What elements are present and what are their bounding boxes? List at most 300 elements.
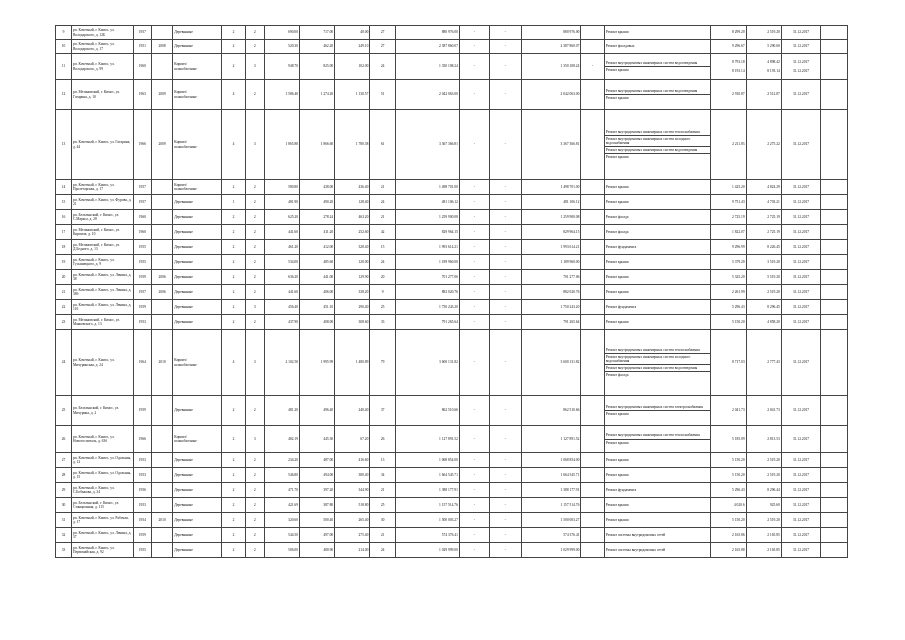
cell-year: 1966 <box>133 110 151 180</box>
cell-n: 24 <box>370 255 396 270</box>
cell-n: 61 <box>370 110 396 180</box>
cell-f1: 2 <box>222 543 245 558</box>
cell-date: 31.12.2017 <box>781 285 820 300</box>
cell-works <box>604 285 711 300</box>
cell-f2: 2 <box>245 285 264 300</box>
cell-a3: 265.40 <box>335 513 370 528</box>
cell-f2: 2 <box>245 255 264 270</box>
cell-addr: рп. Кочетный, г. Кимос, ул. Володарского, д. 12Б <box>71 26 133 40</box>
cell-cost: 4 703.21 <box>746 195 781 210</box>
cell-addr: рп. Кочетный, г. Кимос, ул. Гусьинецкого, д. 9 <box>71 255 133 270</box>
cell-f1: 2 <box>222 270 245 285</box>
work-item: Ремонт внутридомовых инженерных систем холодного водоснабжения <box>605 136 711 147</box>
cell-year2 <box>151 300 172 315</box>
register-body <box>56 26 848 558</box>
cell-sum1: 862 510.66 <box>395 396 459 426</box>
cell-sum1: 481 106.12 <box>395 195 459 210</box>
cell-d1: - <box>459 180 489 195</box>
cell-sum1: 1 350 108.24 <box>395 54 459 80</box>
cell-spec: 1 425.20 <box>711 180 746 195</box>
table-row <box>56 330 848 396</box>
cell-d1: - <box>459 225 489 240</box>
cell-num: 25 <box>56 396 72 426</box>
cell-a2: 397.20 <box>300 483 335 498</box>
cell-f2: 3 <box>245 300 264 315</box>
cell-sum1: 1 500 003.27 <box>395 513 459 528</box>
cell-cost: 4 898.42 8 193.14 <box>746 54 781 80</box>
cell-sum1: 574 376.41 <box>395 528 459 543</box>
cell-a3: 102.00 <box>335 54 370 80</box>
cell-a1: 625.20 <box>264 210 299 225</box>
cell-year: 1960 <box>133 225 151 240</box>
cell-a3: 416.60 <box>335 453 370 468</box>
cell-year2 <box>151 396 172 426</box>
cell-a2: 411.20 <box>300 225 335 240</box>
cell-cost: 925.60 <box>746 498 781 513</box>
cell-year2 <box>151 498 172 513</box>
cell-date: 31.12.2017 <box>781 40 820 54</box>
cell-mat: Деревянные <box>173 195 222 210</box>
work-item: Ремонт крыши <box>605 517 629 522</box>
cell-spec: 8 793.18 8 193.14 <box>711 54 746 80</box>
cell-sum1: 3 600 131.82 <box>395 330 459 396</box>
cell-addr: рп. Кочетный, г. Кимос, ул. С.Бобыкова, д. 34 <box>71 483 133 498</box>
cell-cost: 2 041.73 <box>746 396 781 426</box>
cell-a1: 234.20 <box>264 453 299 468</box>
cell-num: 9 <box>56 26 72 40</box>
cell-d2: - <box>489 225 521 240</box>
cell-f2: 2 <box>245 270 264 285</box>
cell-works <box>604 543 711 558</box>
cell-d3 <box>581 483 604 498</box>
cell-d2: - <box>489 483 521 498</box>
cell-cost: 2 519.20 <box>746 513 781 528</box>
cell-year2 <box>151 315 172 330</box>
table-row <box>56 240 848 255</box>
cell-sum1: 1 157 514.76 <box>395 498 459 513</box>
cell-a1: 544.50 <box>264 528 299 543</box>
cell-sum1: 1 068 854.00 <box>395 453 459 468</box>
cell-d1: - <box>459 396 489 426</box>
cell-f2: 2 <box>245 528 264 543</box>
table-row <box>56 54 848 80</box>
cell-d3 <box>581 315 604 330</box>
cell-f1: 2 <box>222 513 245 528</box>
cell-f2: 3 <box>245 54 264 80</box>
cell-cost: 2 725.19 <box>746 210 781 225</box>
cell-year: 1959 <box>133 300 151 315</box>
cell-works <box>604 110 711 180</box>
cell-sum2: 1 157 514.76 <box>521 498 581 513</box>
cell-date: 31.12.2017 <box>781 528 820 543</box>
cell-works <box>604 513 711 528</box>
cell-a1: 481.20 <box>264 396 299 426</box>
cell-sum1: 1 993 614.21 <box>395 240 459 255</box>
cell-year: 1957 <box>133 195 151 210</box>
work-item: Ремонт крыши <box>605 319 629 324</box>
cell-d2: - <box>489 315 521 330</box>
cell-sum1: 1 259 900.08 <box>395 210 459 225</box>
cell-d3 <box>581 468 604 483</box>
cell-f1: 2 <box>222 453 245 468</box>
cell-a1: 471.70 <box>264 483 299 498</box>
cell-sum1: 1 388 177.91 <box>395 483 459 498</box>
cell-d3 <box>581 300 604 315</box>
cell-mat: Деревянные <box>173 300 222 315</box>
cell-date: 31.12.2017 <box>781 195 820 210</box>
cell-a2: 497.00 <box>300 528 335 543</box>
cell-a1: 636.20 <box>264 270 299 285</box>
cell-d1: - <box>459 195 489 210</box>
cell-f2: 2 <box>245 483 264 498</box>
cell-a2: 406.00 <box>300 285 335 300</box>
table-row <box>56 426 848 453</box>
cell-d3 <box>581 26 604 40</box>
cell-num: 23 <box>56 315 72 330</box>
cell-sum2: 1 127 891.52 <box>521 426 581 453</box>
cell-year: 1953 <box>133 498 151 513</box>
cell-f1: 2 <box>222 315 245 330</box>
cell-d3 <box>581 270 604 285</box>
cell-a3: 463.20 <box>335 210 370 225</box>
cell-sum1: 882 020.76 <box>395 285 459 300</box>
table-row <box>56 498 848 513</box>
cell-n: 21 <box>370 483 396 498</box>
cell-addr: рп. Кочетный, г. Кимос, ул. Первомайская, д. 92 <box>71 543 133 558</box>
cell-year2: 2009 <box>151 80 172 110</box>
cell-d2: - <box>489 330 521 396</box>
cell-sum1: 1 750 243.20 <box>395 300 459 315</box>
work-item: Ремонт системы внутридомовых сетей <box>605 532 666 537</box>
cell-d2: - <box>489 240 521 255</box>
cell-spec: 5 150.20 <box>711 315 746 330</box>
cell-f2: 2 <box>245 195 264 210</box>
cell-date: 31.12.2017 <box>781 468 820 483</box>
cell-addr: рп. Кочетный, г. Кимос, ул. Мичуринская, д. 24 <box>71 330 133 396</box>
cell-sum2: 880 976.00 <box>521 26 581 40</box>
cell-cost: 8 296.45 <box>746 300 781 315</box>
cell-works <box>604 195 711 210</box>
cell-addr: рп. Бельтыкский, г. Кимос, ул. С.Маркса, д. 28 <box>71 210 133 225</box>
cell-blank <box>821 300 848 315</box>
cell-sum2: 1 993 614.21 <box>521 240 581 255</box>
cell-mat: Деревянные <box>173 453 222 468</box>
cell-year2 <box>151 543 172 558</box>
cell-num: 18 <box>56 240 72 255</box>
cell-d2: - <box>489 528 521 543</box>
table-row <box>56 300 848 315</box>
table-row <box>56 210 848 225</box>
cell-blank <box>821 315 848 330</box>
cell-year2 <box>151 426 172 453</box>
cell-works <box>604 300 711 315</box>
cell-f2: 2 <box>245 225 264 240</box>
cell-n: 79 <box>370 330 396 396</box>
cell-f1: 4 <box>222 330 245 396</box>
cell-blank <box>821 528 848 543</box>
work-item: Ремонт крыши <box>605 68 629 72</box>
cell-n: 42 <box>370 225 396 240</box>
cell-spec: 5 379.20 <box>711 255 746 270</box>
cell-year2 <box>151 528 172 543</box>
cell-cost: 3 519.20 <box>746 255 781 270</box>
cell-sum2: 829 964.15 <box>521 225 581 240</box>
cell-a3: 240.40 <box>335 396 370 426</box>
cell-year: 1954 <box>133 513 151 528</box>
cell-addr: рп. Кочетный, г. Кимос, ул. Ленина, д. 38б <box>71 285 133 300</box>
cell-spec: 9 296.99 <box>711 240 746 255</box>
cell-mat: Деревянные <box>173 225 222 240</box>
cell-mat: Деревянные <box>173 26 222 40</box>
work-item: Ремонт крыши <box>605 96 629 100</box>
cell-d1: - <box>459 315 489 330</box>
cell-blank <box>821 285 848 300</box>
cell-year: 1960 <box>133 54 151 80</box>
work-item: Ремонт крыши <box>605 472 629 477</box>
cell-d3 <box>581 528 604 543</box>
cell-blank <box>821 453 848 468</box>
cell-mat: Деревянные <box>173 315 222 330</box>
cell-d3 <box>581 543 604 558</box>
cell-date: 31.12.2017 <box>781 330 820 396</box>
table-row <box>56 513 848 528</box>
cell-f2: 2 <box>245 210 264 225</box>
cell-n: 15 <box>370 240 396 255</box>
cell-spec: 8 717.03 <box>711 330 746 396</box>
cell-a2: 278.24 <box>300 210 335 225</box>
cell-year2 <box>151 26 172 40</box>
cell-year2 <box>151 255 172 270</box>
cell-n: 13 <box>370 453 396 468</box>
cell-a2: 445.30 <box>300 426 335 453</box>
cell-d1: - <box>459 468 489 483</box>
cell-d3 <box>581 210 604 225</box>
cell-a3: 328.40 <box>335 240 370 255</box>
cell-mat: Деревянные <box>173 528 222 543</box>
cell-a1: 2 102.50 <box>264 330 299 396</box>
cell-d3 <box>581 285 604 300</box>
table-row <box>56 396 848 426</box>
cell-blank <box>821 110 848 180</box>
cell-a3: 308.60 <box>335 315 370 330</box>
cell-d1: - <box>459 300 489 315</box>
cell-d3 <box>581 330 604 396</box>
cell-spec: 5 150.20 <box>711 468 746 483</box>
cell-addr: рп. Кочетный, г. Кимос, ул. Фурова, д. 21 <box>71 195 133 210</box>
cell-d1: - <box>459 513 489 528</box>
cell-addr: рп. Кочетный, г. Кимос, ул. Гагарина, д. 44 <box>71 110 133 180</box>
cell-a2: 1 866.60 <box>300 110 335 180</box>
cell-mat: Деревянные <box>173 513 222 528</box>
cell-f1: 2 <box>222 26 245 40</box>
cell-d2: - <box>489 210 521 225</box>
cell-a2: 451.10 <box>300 300 335 315</box>
cell-d1: - <box>459 210 489 225</box>
cell-f2: 3 <box>245 426 264 453</box>
cell-a2: 500.40 <box>300 513 335 528</box>
cell-cost: 2 519.20 <box>746 468 781 483</box>
cell-num: 17 <box>56 225 72 240</box>
work-item: Ремонт крыши <box>605 259 629 264</box>
work-item: Ремонт внутридомовых инженерных систем теплоснабжения <box>605 129 711 136</box>
cell-num: 14 <box>56 180 72 195</box>
table-row <box>56 110 848 180</box>
cell-year2 <box>151 225 172 240</box>
cell-works <box>604 330 711 396</box>
cell-f1: 2 <box>222 225 245 240</box>
cell-year2 <box>151 453 172 468</box>
cell-a3: 128.40 <box>335 195 370 210</box>
work-item: Ремонт внутридомовых инженерных систем водоотведения <box>605 60 711 67</box>
cell-blank <box>821 240 848 255</box>
cell-f1: 2 <box>222 210 245 225</box>
cell-a3: 290.40 <box>335 300 370 315</box>
work-item: Ремонт крыши <box>605 274 629 279</box>
cell-num: 12 <box>56 80 72 110</box>
cell-sum1: 880 976.00 <box>395 26 459 40</box>
cell-spec: 2 211.83 <box>711 110 746 180</box>
cell-n: 21 <box>370 180 396 195</box>
cell-n: 27 <box>370 26 396 40</box>
cell-sum2: 791 265.64 <box>521 315 581 330</box>
cell-a2: 480.90 <box>300 543 335 558</box>
cell-addr: рп. Мезиновский, г. Кимос, ул. Маяковского, д. 13 <box>71 315 133 330</box>
cell-a3: 129.90 <box>335 270 370 285</box>
cell-cost: 2 777.43 <box>746 330 781 396</box>
cell-sum2: 1 029 999.00 <box>521 543 581 558</box>
cell-sum1: 701 277.06 <box>395 270 459 285</box>
cell-d2: - <box>489 285 521 300</box>
table-row <box>56 225 848 240</box>
cell-d1: - <box>459 80 489 110</box>
cell-sum2: 1 500 003.27 <box>521 513 581 528</box>
cell-a3: 1 780.38 <box>335 110 370 180</box>
cell-d3 <box>581 40 604 54</box>
cell-a1: 948.70 <box>264 54 299 80</box>
table-row <box>56 528 848 543</box>
cell-a1: 481.90 <box>264 195 299 210</box>
cell-mat: Деревянные <box>173 255 222 270</box>
cell-addr: рп. Кочетный, г. Кимос, ул. Рабочая, д. 17 <box>71 513 133 528</box>
cell-num: 22 <box>56 300 72 315</box>
cell-a3: 249.10 <box>335 40 370 54</box>
work-item: Ремонт внутридомовых инженерных систем электроснабжения <box>605 404 711 411</box>
cell-d2: - <box>489 80 521 110</box>
cell-works <box>604 26 711 40</box>
cell-cost: 2 512.87 <box>746 80 781 110</box>
cell-n: 21 <box>370 528 396 543</box>
work-item: Ремонт фасада <box>605 229 629 234</box>
cell-a2: 438.00 <box>300 180 335 195</box>
cell-date: 31.12.2017 <box>781 210 820 225</box>
cell-year2 <box>151 54 172 80</box>
cell-sum2: 882 020.76 <box>521 285 581 300</box>
cell-n: 24 <box>370 543 396 558</box>
work-item: Ремонт внутридомовых инженерных систем теплоснабжения <box>605 347 711 354</box>
cell-date: 31.12.2017 <box>781 513 820 528</box>
cell-sum1: 1 029 999.00 <box>395 543 459 558</box>
cell-cost: 4 858.20 <box>746 315 781 330</box>
cell-f2: 2 <box>245 543 264 558</box>
cell-f1: 2 <box>222 255 245 270</box>
cell-spec: 5 296.43 <box>711 300 746 315</box>
cell-d2: - <box>489 498 521 513</box>
cell-year: 1951 <box>133 40 151 54</box>
cell-sum2: 3 367 366.81 <box>521 110 581 180</box>
cell-year2: 2010 <box>151 330 172 396</box>
cell-num: 32 <box>56 528 72 543</box>
cell-a2: 490.20 <box>300 195 335 210</box>
cell-sum1: 1 498 701.00 <box>395 180 459 195</box>
cell-mat: Деревянные <box>173 285 222 300</box>
cell-year: 1960 <box>133 210 151 225</box>
cell-works <box>604 270 711 285</box>
cell-year2 <box>151 240 172 255</box>
cell-num: 28 <box>56 468 72 483</box>
cell-a2: 1 995.99 <box>300 330 335 396</box>
cell-works <box>604 528 711 543</box>
work-item: Ремонт внутридомовых инженерных систем теплоснабжения <box>605 432 711 439</box>
cell-a3: 1 130.57 <box>335 80 370 110</box>
work-item: Ремонт фундамента <box>605 487 637 492</box>
cell-spec: 5 185.09 <box>711 426 746 453</box>
cell-year2: 2009 <box>151 110 172 180</box>
cell-a1: 456.40 <box>264 300 299 315</box>
cell-blank <box>821 40 848 54</box>
cell-d2: - <box>489 195 521 210</box>
cell-year2: 2006 <box>151 285 172 300</box>
cell-spec: 5 150.20 <box>711 453 746 468</box>
cell-a1: 482.19 <box>264 426 299 453</box>
cell-sum2: 1 189 960.00 <box>521 255 581 270</box>
cell-spec: 2 725.19 <box>711 210 746 225</box>
cell-d1: - <box>459 483 489 498</box>
work-item: Ремонт крыши <box>605 440 629 445</box>
work-item: Ремонт фасадовых <box>605 44 635 49</box>
cell-works <box>604 498 711 513</box>
cell-d1: - <box>459 498 489 513</box>
cell-a3: 518.80 <box>335 498 370 513</box>
cell-addr: рп. Кочетный, г. Кимос, ул. Пролетарская, д. 17 <box>71 180 133 195</box>
cell-year: 1955 <box>133 543 151 558</box>
work-item: Ремонт крыши <box>605 30 629 35</box>
cell-d3 <box>581 110 604 180</box>
cell-year2: 2008 <box>151 40 172 54</box>
cell-a1: 506.00 <box>264 543 299 558</box>
cell-a1: 580.80 <box>264 180 299 195</box>
cell-d2: - <box>489 255 521 270</box>
cell-d3 <box>581 513 604 528</box>
cell-a1: 534.00 <box>264 255 299 270</box>
cell-a3: 275.40 <box>335 528 370 543</box>
cell-works <box>604 453 711 468</box>
cell-num: 20 <box>56 270 72 285</box>
table-row <box>56 40 848 54</box>
cell-n: 30 <box>370 513 396 528</box>
cell-d1: - <box>459 270 489 285</box>
cell-blank <box>821 26 848 40</box>
cell-mat: Кирпич/ шлакоблочные <box>173 80 222 110</box>
cell-n: 26 <box>370 426 396 453</box>
cell-works <box>604 468 711 483</box>
cell-cost: 2 725.19 <box>746 225 781 240</box>
table-row <box>56 483 848 498</box>
cell-num: 15 <box>56 195 72 210</box>
cell-d2: - <box>489 54 521 80</box>
work-item: Ремонт крыши <box>605 199 629 204</box>
cell-blank <box>821 513 848 528</box>
cell-works <box>604 54 711 80</box>
